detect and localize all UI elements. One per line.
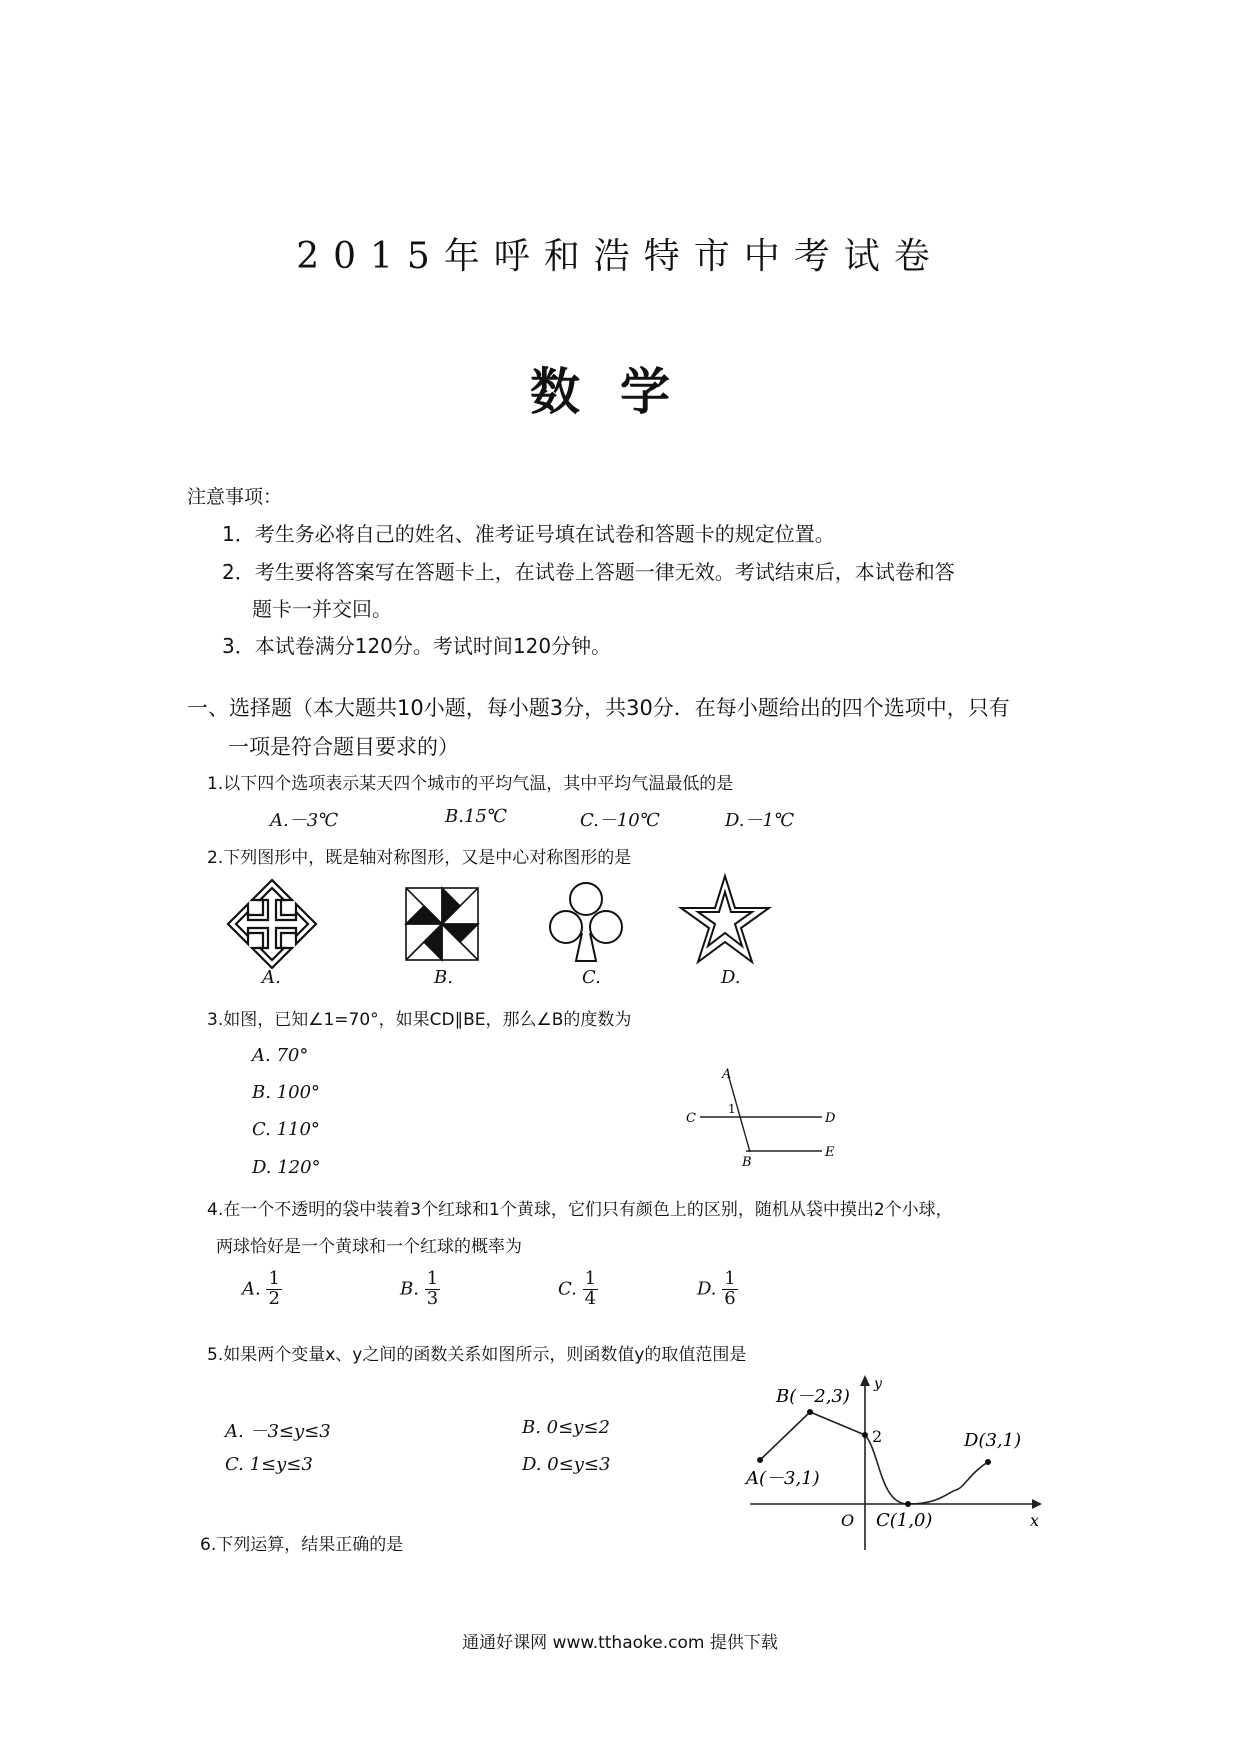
numerator: 1 <box>724 1268 736 1289</box>
q5-option-b: B. 0≤y≤2 <box>522 1417 610 1438</box>
notes-heading: 注意事项： <box>187 486 283 508</box>
x-axis-label: x <box>1030 1511 1040 1530</box>
q3-option-b: B. 100° <box>252 1082 321 1103</box>
q3-label-a: A <box>722 1067 732 1082</box>
q3-option-c: C. 110° <box>252 1119 320 1140</box>
q2-label-c: C. <box>582 967 601 988</box>
label-a: A(－3,1) <box>746 1468 820 1489</box>
q5-function-graph <box>740 1370 1070 1560</box>
question-4-stem: 4.在一个不透明的袋中装着3个红球和1个黄球，它们只有颜色上的区别，随机从袋中摸出2个小球， <box>207 1200 953 1220</box>
q3-angle-label: 1 <box>728 1102 736 1116</box>
q2-label-b: B. <box>434 967 453 988</box>
q4-option-a-letter: A. <box>242 1278 261 1300</box>
q2-label-a: A. <box>262 967 281 988</box>
q4-option-d-letter: D. <box>697 1278 717 1300</box>
q4-option-d <box>697 1270 738 1309</box>
denominator: 2 <box>268 1287 280 1309</box>
q4-option-b-fraction <box>425 1270 440 1309</box>
q4-option-c <box>558 1270 598 1309</box>
q5-option-c: C. 1≤y≤3 <box>225 1454 313 1475</box>
cross-arrows-icon <box>222 874 322 974</box>
footer-source: 通通好课网 www.tthaoke.com 提供下载 <box>462 1633 778 1653</box>
point-a <box>757 1457 763 1463</box>
q1-option-d: D.－1℃ <box>725 810 795 831</box>
q3-label-c: C <box>686 1111 696 1126</box>
numerator: 1 <box>584 1268 597 1289</box>
note-item: 题卡一并交回。 <box>252 597 392 621</box>
segment-ab <box>760 1412 865 1460</box>
q5-option-d: D. 0≤y≤3 <box>522 1454 611 1475</box>
star-icon <box>677 872 773 968</box>
y-axis-label: y <box>874 1376 882 1392</box>
note-item: 1．考生务必将自己的姓名、准考证号填在试卷和答题卡的规定位置。 <box>222 522 835 546</box>
question-5-stem: 5.如果两个变量x、y之间的函数关系如图所示，则函数值y的取值范围是 <box>207 1345 747 1365</box>
q4-option-a-fraction <box>266 1270 281 1309</box>
question-4-stem-cont: 两球恰好是一个黄球和一个红球的概率为 <box>216 1237 522 1257</box>
question-1-stem: 1.以下四个选项表示某天四个城市的平均气温，其中平均气温最低的是 <box>207 774 734 794</box>
label-b: B(－2,3) <box>776 1386 850 1407</box>
section-heading: 一、选择题（本大题共10小题，每小题3分，共30分．在每小题给出的四个选项中，只有 <box>187 696 1010 720</box>
label-d: D(3,1) <box>964 1430 1022 1451</box>
q5-option-a: A. －3≤y≤3 <box>225 1421 331 1442</box>
q4-option-d-fraction <box>722 1270 737 1309</box>
note-item: 2．考生要将答案写在答题卡上，在试卷上答题一律无效。考试结束后，本试卷和答 <box>222 560 955 584</box>
subject-title: 数学 <box>530 363 710 421</box>
q4-option-c-letter: C. <box>558 1278 577 1300</box>
q3-option-a: A. 70° <box>252 1045 309 1066</box>
q1-option-c: C.－10℃ <box>580 810 660 831</box>
point-b <box>807 1409 813 1415</box>
numerator: 1 <box>426 1268 439 1289</box>
q3-label-e: E <box>825 1145 835 1160</box>
denominator: 4 <box>584 1287 597 1309</box>
q3-label-b: B <box>742 1155 752 1170</box>
denominator: 6 <box>724 1287 736 1309</box>
q4-option-b <box>400 1270 440 1309</box>
point-d <box>985 1459 991 1465</box>
q2-label-d: D. <box>721 967 741 988</box>
club-icon <box>540 875 632 967</box>
question-3-stem: 3.如图，已知∠1=70°，如果CD∥BE，那么∠B的度数为 <box>207 1010 632 1030</box>
q3-option-d: D. 120° <box>252 1157 321 1178</box>
q4-option-c-fraction <box>583 1270 598 1309</box>
q4-option-a <box>242 1270 282 1309</box>
question-6-stem: 6.下列运算，结果正确的是 <box>200 1535 404 1555</box>
label-2: 2 <box>872 1427 883 1446</box>
pinwheel-icon <box>398 880 486 968</box>
point-2 <box>862 1432 868 1438</box>
q3-label-d: D <box>825 1111 836 1126</box>
question-2-stem: 2.下列图形中，既是轴对称图形，又是中心对称图形的是 <box>207 848 632 868</box>
exam-title: 2015年呼和浩特市中考试卷 <box>296 236 944 277</box>
q1-option-a: A.－3℃ <box>270 810 339 831</box>
label-c: C(1,0) <box>876 1510 933 1531</box>
label-o: O <box>841 1511 855 1530</box>
section-heading-cont: 一项是符合题目要求的） <box>228 735 459 759</box>
point-c <box>905 1501 911 1507</box>
denominator: 3 <box>426 1287 439 1309</box>
note-item: 3．本试卷满分120分。考试时间120分钟。 <box>222 634 612 658</box>
q4-option-b-letter: B. <box>400 1278 419 1300</box>
numerator: 1 <box>268 1268 280 1289</box>
q3-parallel-lines-figure <box>670 1060 860 1170</box>
q1-option-b: B.15℃ <box>445 806 507 827</box>
